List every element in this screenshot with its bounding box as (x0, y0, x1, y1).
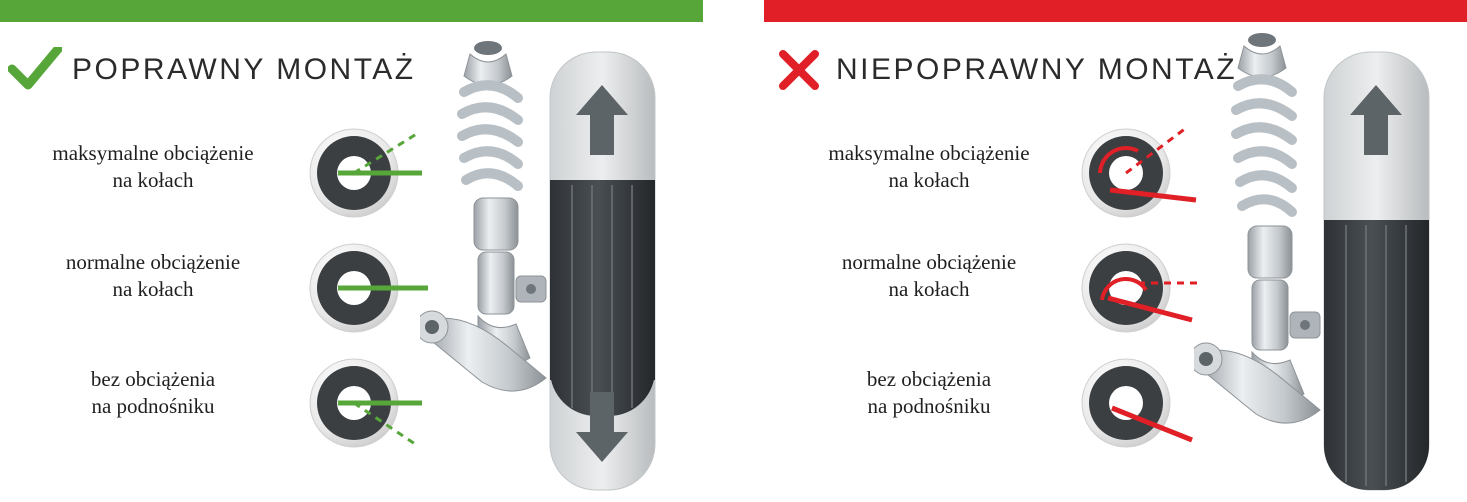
label-line-1: normalne obciążenie (841, 250, 1017, 274)
panel-header (8, 44, 416, 96)
page-title-incorrect: NIEPOPRAWNY MONTAŻ (836, 53, 1238, 86)
page-title-correct: POPRAWNY MONTAŻ (72, 53, 416, 86)
bushing-stack-correct (292, 128, 422, 448)
label-line-1: bez obciążenia (866, 367, 992, 391)
strut-and-wheel-icon (420, 30, 700, 497)
label-max-load (14, 132, 292, 239)
panel-incorrect-assembly (764, 0, 1467, 497)
rubber-bushing-icon (1082, 244, 1170, 332)
label-line-2: na kołach (112, 277, 194, 301)
label-no-load (14, 348, 292, 465)
rubber-bushing-icon (1082, 359, 1170, 447)
label-line-1: maksymalne obciążenie (52, 141, 254, 165)
panel-top-bar-red (764, 0, 1467, 22)
bushing-stack-incorrect (1064, 128, 1194, 448)
label-line-2: na kołach (888, 168, 970, 192)
panel-correct-assembly (0, 0, 703, 497)
label-max-load (790, 132, 1068, 239)
label-line-2: na podnośniku (867, 394, 991, 418)
label-line-1: bez obciążenia (90, 367, 216, 391)
label-column-incorrect (790, 132, 1068, 465)
label-normal-load (790, 239, 1068, 348)
panel-header (772, 44, 1237, 96)
label-line-1: maksymalne obciążenie (828, 141, 1030, 165)
label-line-2: na podnośniku (91, 394, 215, 418)
check-icon (8, 44, 62, 96)
label-line-2: na kołach (112, 168, 194, 192)
label-line-1: normalne obciążenie (65, 250, 241, 274)
cross-icon (772, 44, 826, 96)
label-normal-load (14, 239, 292, 348)
label-column-correct (14, 132, 292, 465)
panel-top-bar-green (0, 0, 703, 22)
strut-and-wheel-icon (1194, 30, 1467, 497)
label-no-load (790, 348, 1068, 465)
label-line-2: na kołach (888, 277, 970, 301)
